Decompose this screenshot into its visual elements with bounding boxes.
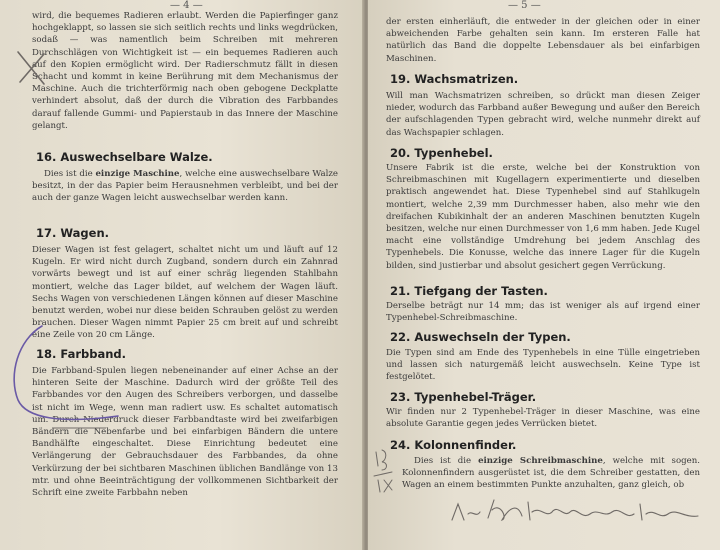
paragraph-walze	[32, 168, 338, 205]
heading-24-number: 24.	[390, 438, 411, 452]
paragraph-typen: Die Typen sind am Ende des Typenhebels in eine Tülle eingetrieben und lassen sich naturgemäß leicht auswechseln. Keine Type ist festgelötet.	[386, 348, 700, 383]
kolonnen-text-emphasis: einzige Schreibmaschine	[478, 456, 603, 466]
paragraph-typenhebel: Unsere Fabrik ist die erste, welche bei der Konstruktion von Schreibmaschinen mit Kugellagern experimentierte und dieselben praktisch angewendet hat. Diese Typenhebel sind auf Stahlkugeln montiert, welche 2,39 mm Durchmesser haben, also mehr wie den dreifachen Kubikinhalt der an anderen Maschinen benutzten Kugeln besitzen, welche nur einen Durchmesser von 1,6 mm haben. Jede Kugel macht eine vollständige Umdrehung bei jedem Anschlag des Typenhebels. Die Konusse, welche das innere Lager für die Kugeln bilden, sind justierbar und absolut gesichert gegen Verrückung.	[386, 163, 700, 271]
heading-23-title: Typenhebel-Träger.	[414, 390, 537, 404]
walze-text-1: Dies ist die	[44, 169, 96, 179]
heading-20-title: Typenhebel.	[414, 146, 493, 160]
heading-19-title: Wachsmatrizen.	[414, 72, 519, 86]
violet-ink-bracket	[0, 320, 130, 430]
heading-16-title: Auswechselbare Walze.	[60, 150, 213, 164]
heading-20	[390, 146, 493, 160]
kolonnen-text-2: , welche mit sogen. Kolonnenfindern ausgerüstet ist, die dem Schreiber gestatten, den Wagen an einem bestimmten Punkte anzuhalten, ganz gleich, ob	[402, 456, 700, 491]
pencil-signature	[448, 492, 708, 532]
paragraph-wagen: Dieser Wagen ist fest gelagert, schaltet nicht um und läuft auf 12 Kugeln. Er wird nicht durch Zugband, sondern durch ein Zahnrad vorwärts bewegt und ist auf einer schräg liegenden Stahlbahn montiert, welche das Lager bildet, auf welchem der Wagen läuft. Sechs Wagen von verschiedenen Längen können auf dieser Maschine benutzt werden, wobei nur diese beiden Schrauben gelöst zu werden brauchen. Dieser Wagen nimmt Papier 25 cm breit auf und schreibt eine Zeile von 20 cm Länge.	[32, 245, 338, 341]
right-page	[368, 0, 720, 550]
heading-18-number: 18.	[36, 347, 57, 361]
heading-17-number: 17.	[36, 226, 57, 240]
kolonnen-text-1: Dies ist die	[414, 456, 479, 466]
page-number-left: — 4 —	[170, 0, 203, 11]
heading-22-number: 22.	[390, 330, 411, 344]
heading-16	[36, 150, 213, 164]
heading-21	[390, 284, 548, 298]
heading-19-number: 19.	[390, 72, 411, 86]
heading-24-title: Kolonnenfinder.	[414, 438, 517, 452]
walze-text-2: , welche eine auswechselbare Walze besitzt, in der das Papier beim Herausnehmen verbleibt, und bei der auch der ganze Wagen leicht auswechselbar werden kann.	[32, 169, 338, 204]
heading-21-title: Tiefgang der Tasten.	[414, 284, 548, 298]
walze-text-emphasis: einzige Maschine	[95, 169, 180, 179]
heading-16-number: 16.	[36, 150, 57, 164]
heading-22	[390, 330, 571, 344]
paragraph-farbband-cont: der ersten einherläuft, die entweder in der gleichen oder in einer abweichenden Farbe gehalten sein kann. Im ersteren Falle hat natürlich das Band die doppelte Lebensdauer als bei einfarbigen Maschinen.	[386, 17, 700, 64]
paragraph-radieren: wird, die bequemes Radieren erlaubt. Werden die Papierfinger ganz hochgeklappt, so lassen sie sich seitlich rechts und links wegdrücken, sodaß — was namentlich beim Schreiben mit mehreren Durchschlägen von Wichtigkeit ist — ein bequemes Radieren auch auf den Kopien ermöglicht wird. Der Radierschmutz fällt in diesen Schacht und kommt in keine Berührung mit dem Mechanismus der Maschine. Auch die trichterförmig nach oben gebogene Deckplatte verhindert absolut, daß der durch die Vibration des Farbbandes darauf fallende Gummi- und Papierstaub in das Innere der Maschine gelangt.	[32, 11, 338, 131]
page-number-right: — 5 —	[508, 0, 541, 11]
heading-20-number: 20.	[390, 146, 411, 160]
heading-22-title: Auswechseln der Typen.	[414, 330, 571, 344]
pencil-cross-mark	[14, 48, 48, 88]
paragraph-tiefgang: Derselbe beträgt nur 14 mm; das ist weniger als auf irgend einer Typenhebel-Schreibmaschine.	[386, 301, 700, 324]
heading-18-title: Farbband.	[60, 347, 127, 361]
heading-19	[390, 72, 518, 86]
paragraph-farbband: Die Farbband-Spulen liegen nebeneinander auf einer Achse an der hinteren Seite der Maschine. Dadurch wird der größte Teil des Farbbandes vor den Augen des Schreibers verborgen, und dasselbe ist nicht im Wege, wenn man radiert usw. Es schaltet automatisch um. Durch Niederdruck dieser Farbbandtaste wird bei zweifarbigen Bändern die Nebenfarbe und bei einfarbigen Bändern die untere Bandhälfte eingeschaltet. Diese Einrichtung bedeutet eine Verlängerung der Gebrauchsdauer des Farbbandes, da ohne Verkürzung der bei sichtbaren Maschinen üblichen Bandlänge von 13 mtr. und ohne Beeinträchtigung der vollkommenen Sichtbarkeit der Schrift eine zweite Farbbahn neben	[32, 366, 338, 499]
heading-17	[36, 226, 109, 240]
paragraph-traeger: Wir finden nur 2 Typenhebel-Träger in dieser Maschine, was eine absolute Garantie gegen jedes Verrücken bietet.	[386, 407, 700, 430]
heading-21-number: 21.	[390, 284, 411, 298]
heading-23-number: 23.	[390, 390, 411, 404]
pencil-underline	[50, 424, 110, 432]
pencil-margin-note	[370, 446, 400, 496]
heading-23	[390, 390, 536, 404]
paragraph-wachsmatrizen: Will man Wachsmatrizen schreiben, so drückt man diesen Zeiger nieder, wodurch das Farbband außer Bewegung und außer den Bereich der aufschlagenden Typen gebracht wird, welche nunmehr direkt auf das Wachspapier schlagen.	[386, 91, 700, 138]
heading-24	[390, 438, 516, 452]
heading-17-title: Wagen.	[60, 226, 110, 240]
paragraph-kolonnenfinder	[402, 455, 700, 492]
